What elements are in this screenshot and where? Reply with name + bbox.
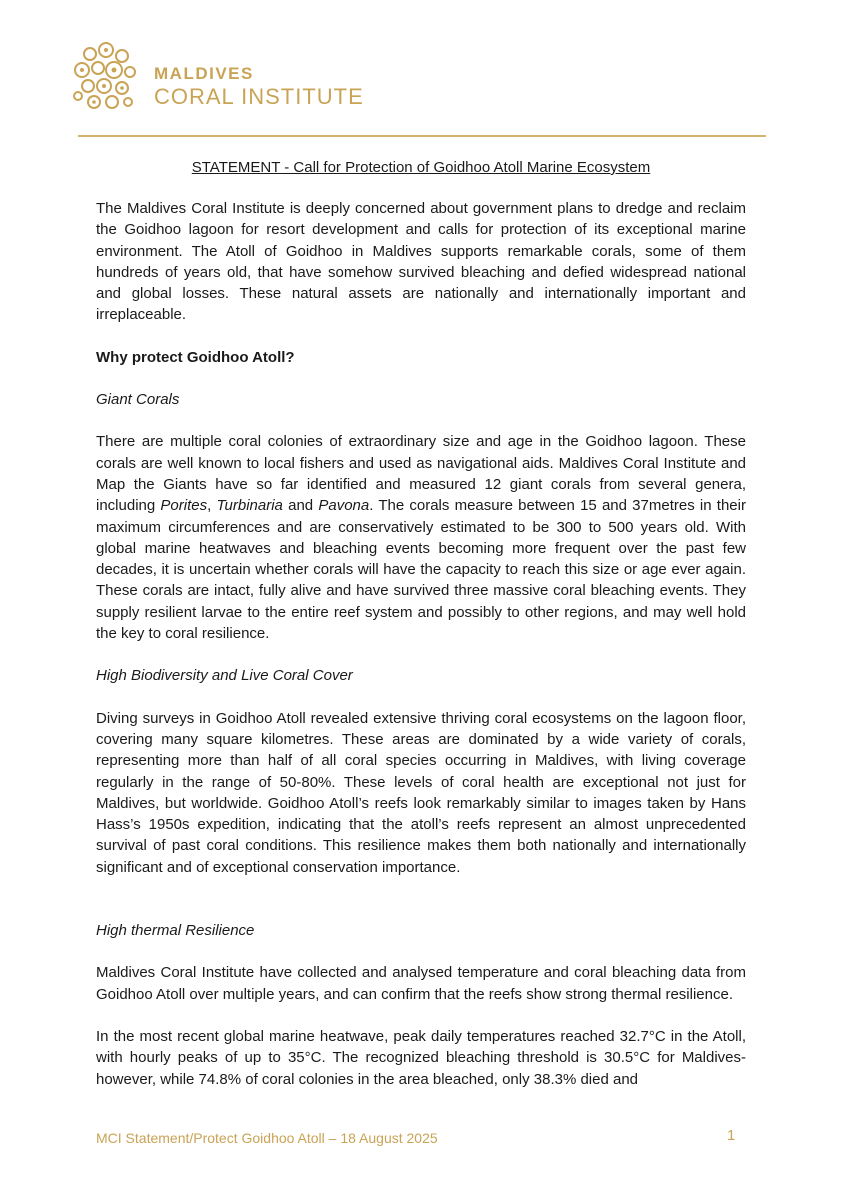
- statement-title: STATEMENT - Call for Protection of Goidhoo Atoll Marine Ecosystem: [191, 159, 651, 176]
- header-divider: [78, 135, 766, 137]
- page-number: 1: [727, 1127, 736, 1144]
- separator-2: and: [282, 497, 319, 515]
- intro-paragraph: The Maldives Coral Institute is deeply concerned about government plans to dredge and reclaim the Goidhoo lagoon for resort development and calls for protection of its exceptional marine environment. The Atoll of Goidhoo in Maldives supports remarkable corals, some of them hundreds of years old, that have somehow survived bleaching and defied widespread national and global losses. These natural assets are nationally and internationally important and irreplaceable.: [96, 200, 746, 324]
- thermal-paragraph-1: Maldives Coral Institute have collected and analysed temperature and coral bleaching data from Goidhoo Atoll over multiple years, and can confirm that the reefs show strong thermal resilience.: [96, 964, 746, 1003]
- separator-1: ,: [207, 497, 217, 515]
- giant-text-end: . The corals measure between 15 and 37metres in their maximum circumferences and are conservatively estimated to be 300 to 500 years old. With global marine heatwaves and bleaching events becoming more frequent over the past few decades, it is uncertain whether corals will have the capacity to reach this size or age ever again. These corals are intact, fully alive and have survived three massive coral bleaching events. They supply resilient larvae to the entire reef system and possibly to other regions, and may well hold the key to coral resilience.: [96, 497, 746, 643]
- biodiversity-heading: High Biodiversity and Live Coral Cover: [96, 667, 353, 685]
- genus-pavona: Pavona: [318, 497, 370, 515]
- logo-wordmark: [154, 64, 364, 110]
- footer-text: MCI Statement/Protect Goidhoo Atoll – 18 August 2025: [96, 1130, 438, 1146]
- giant-corals-paragraph: [96, 431, 746, 644]
- coral-icon: [70, 40, 142, 116]
- genus-porites: Porites: [160, 497, 208, 515]
- genus-turbinaria: Turbinaria: [216, 497, 283, 515]
- biodiversity-paragraph: Diving surveys in Goidhoo Atoll revealed extensive thriving coral ecosystems on the lagoon floor, covering many square kilometres. These areas are dominated by a wide variety of corals, representing more than half of all coral species occurring in Maldives, with living coverage regularly in the range of 50-80%. These levels of coral health are exceptional not just for Maldives, but worldwide. Goidhoo Atoll’s reefs look remarkably similar to images taken by Hans Hass’s 1950s expedition, indicating that the atoll’s reefs represent an almost unprecedented survival of past coral conditions. This resilience makes them both nationally and internationally significant and of exceptional conservation importance.: [96, 709, 746, 876]
- section-heading: Why protect Goidhoo Atoll?: [96, 348, 295, 366]
- logo-line-2: CORAL INSTITUTE: [154, 84, 364, 109]
- logo-line-1: MALDIVES: [154, 64, 254, 83]
- thermal-heading: High thermal Resilience: [96, 922, 255, 940]
- giant-corals-heading: Giant Corals: [96, 391, 180, 409]
- document-body: [96, 198, 746, 1090]
- thermal-paragraph-2: In the most recent global marine heatwave, peak daily temperatures reached 32.7°C in the Atoll, with hourly peaks of up to 35°C. The recognized bleaching threshold is 30.5°C for Maldives- however, while 74.8% of coral colonies in the area bleached, only 38.3% died and: [96, 1027, 746, 1088]
- giant-text-start: There are multiple coral colonies of extraordinary size and age in the Goidhoo lagoon. These corals are well known to local fishers and used as navigational aids. Maldives Coral Institute and Map the Giants have so far identified and measured 12 giant corals from several genera, including: [96, 433, 746, 515]
- logo: [70, 40, 370, 120]
